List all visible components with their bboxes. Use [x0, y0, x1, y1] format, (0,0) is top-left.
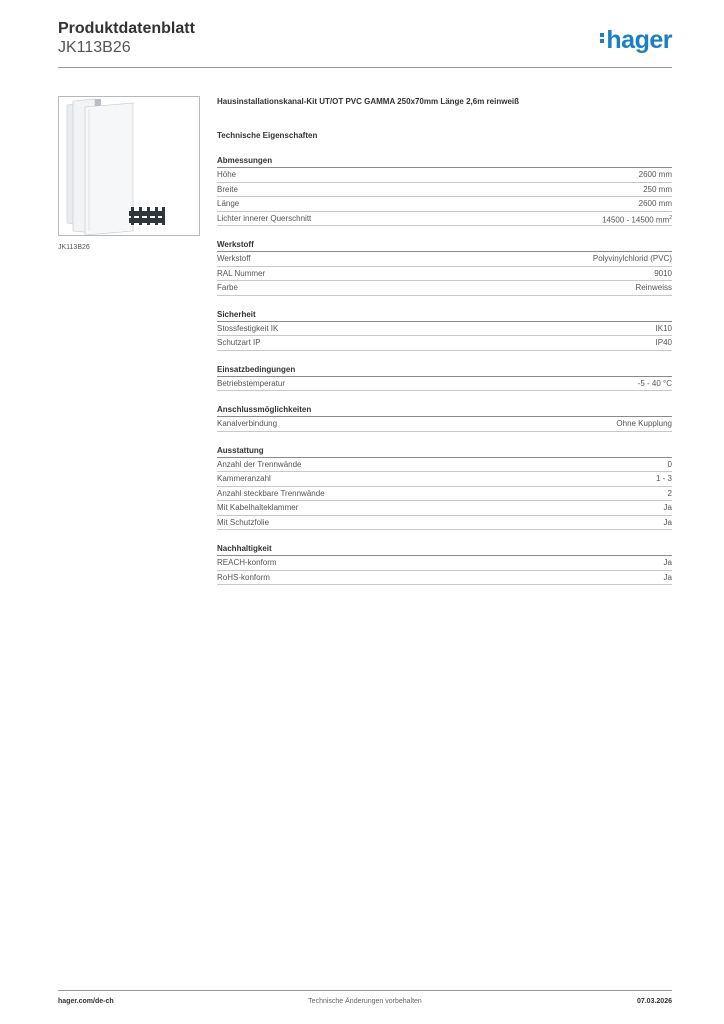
- footer-website-link[interactable]: hager.com/de-ch: [58, 998, 114, 1005]
- group-title: Sicherheit: [217, 310, 672, 322]
- document-title: Produktdatenblatt: [58, 20, 195, 37]
- property-value-text: 0: [667, 459, 672, 469]
- property-label: Mit Schutzfolie: [217, 517, 270, 527]
- property-label: Stossfestigkeit IK: [217, 323, 279, 333]
- property-value-text: 1 - 3: [655, 474, 672, 483]
- article-number: JK113B26: [58, 39, 131, 56]
- property-label: Kammeranzahl: [217, 474, 271, 483]
- property-label: REACH-konform: [217, 558, 277, 567]
- property-value-text: -5 - 40 °C: [637, 378, 672, 388]
- property-value: [668, 487, 672, 501]
- unit-superscript: 2: [669, 214, 672, 221]
- cable-duct-icon: [59, 97, 199, 235]
- property-value: [636, 281, 672, 295]
- property-value: [664, 501, 672, 515]
- property-label: RoHS-konform: [217, 572, 270, 582]
- property-label: Betriebstemperatur: [217, 378, 286, 388]
- footer-date: 07.03.2026: [636, 998, 672, 1005]
- property-value-text: Ja: [663, 558, 672, 567]
- property-row: [217, 322, 672, 337]
- property-group: [217, 405, 672, 432]
- page-footer: [58, 998, 672, 1010]
- property-value-text: Ja: [663, 517, 672, 527]
- property-label: Breite: [217, 184, 238, 194]
- property-group: [217, 446, 672, 531]
- image-caption: JK113B26: [58, 244, 90, 251]
- property-value-text: 2: [667, 488, 672, 498]
- property-row: [217, 556, 672, 571]
- property-row: [217, 472, 672, 487]
- property-label: Höhe: [217, 170, 237, 179]
- property-row: [217, 501, 672, 516]
- property-value: [656, 472, 672, 486]
- property-label: Werkstoff: [217, 254, 251, 263]
- property-group: [217, 156, 672, 226]
- product-description: Hausinstallationskanal-Kit UT/OT PVC GAMMA 250x70mm Länge 2,6m reinweiß: [217, 97, 520, 106]
- property-value-text: 250 mm: [643, 184, 672, 194]
- property-value: [656, 336, 672, 350]
- property-row: [217, 183, 672, 198]
- property-value-text: 14500 - 14500 mm: [602, 215, 670, 225]
- property-value-text: 9010: [654, 268, 672, 278]
- header-divider: [58, 67, 672, 68]
- property-value: [668, 458, 672, 472]
- footer-divider: [58, 990, 672, 991]
- page-header: [58, 20, 672, 68]
- property-row: [217, 377, 672, 392]
- property-row: [217, 336, 672, 351]
- property-row: [217, 197, 672, 212]
- property-value-text: IP40: [655, 338, 672, 347]
- property-groups: [217, 156, 672, 585]
- property-value: [638, 377, 672, 391]
- property-group: [217, 310, 672, 351]
- property-row: [217, 281, 672, 296]
- property-row: [217, 516, 672, 531]
- property-value-text: Reinweiss: [635, 283, 672, 292]
- property-value: [664, 556, 672, 570]
- property-value: [654, 267, 672, 281]
- property-value: [616, 417, 672, 431]
- property-value: [639, 197, 672, 211]
- property-value-text: Ohne Kupplung: [616, 419, 672, 428]
- property-value: [602, 212, 672, 226]
- property-label: Farbe: [217, 283, 238, 292]
- property-value-text: Ja: [663, 503, 672, 512]
- property-label: Lichter innerer Querschnitt: [217, 213, 312, 223]
- specification-content: [217, 96, 672, 585]
- product-image: [58, 96, 200, 236]
- property-row: [217, 252, 672, 267]
- property-label: Schutzart IP: [217, 338, 261, 347]
- property-value: [643, 183, 672, 197]
- hager-logo: [600, 26, 672, 55]
- property-label: RAL Nummer: [217, 268, 266, 278]
- group-title: Einsatzbedingungen: [217, 365, 672, 377]
- group-title: Nachhaltigkeit: [217, 544, 672, 556]
- property-row: [217, 417, 672, 432]
- group-title: Werkstoff: [217, 240, 672, 252]
- property-value: [639, 168, 672, 182]
- property-row: [217, 168, 672, 183]
- property-value-text: 2600 mm: [638, 199, 672, 208]
- property-value-text: 2600 mm: [638, 170, 672, 179]
- property-row: [217, 267, 672, 282]
- property-value: [656, 322, 672, 336]
- property-group: [217, 365, 672, 392]
- property-label: Länge: [217, 199, 240, 208]
- property-label: Anzahl steckbare Trennwände: [217, 488, 325, 498]
- property-group: [217, 240, 672, 296]
- group-title: Ausstattung: [217, 446, 672, 458]
- property-value: [593, 252, 672, 266]
- group-title: Abmessungen: [217, 156, 672, 168]
- property-label: Kanalverbindung: [217, 419, 278, 428]
- logo-dots-icon: [600, 31, 604, 45]
- property-value-text: IK10: [655, 323, 672, 333]
- property-label: Anzahl der Trennwände: [217, 459, 302, 469]
- section-title: Technische Eigenschaften: [217, 131, 318, 140]
- group-title: Anschlussmöglichkeiten: [217, 405, 672, 417]
- property-row: [217, 571, 672, 586]
- property-value-text: Ja: [663, 572, 672, 582]
- property-row: [217, 458, 672, 473]
- logo-text: hager: [606, 26, 672, 54]
- property-row: [217, 212, 672, 227]
- property-group: [217, 544, 672, 585]
- footer-notice: Technische Änderungen vorbehalten: [308, 998, 422, 1005]
- property-row: [217, 487, 672, 502]
- property-value: [664, 571, 672, 585]
- property-value: [664, 516, 672, 530]
- property-value-text: Polyvinylchlorid (PVC): [592, 254, 672, 263]
- property-label: Mit Kabelhalteklammer: [217, 503, 299, 512]
